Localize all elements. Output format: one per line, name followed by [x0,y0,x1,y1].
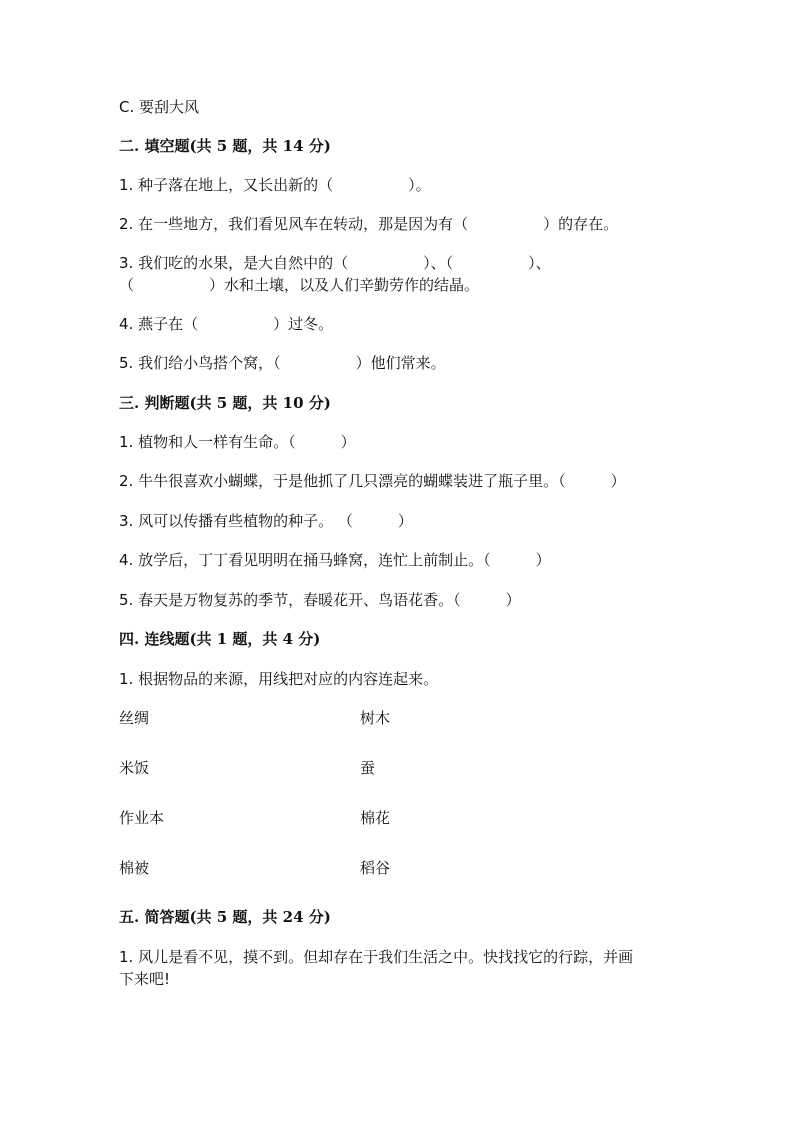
judgment-question-2: 2. 牛牛很喜欢小蝴蝶，于是他抓了几只漂亮的蝴蝶装进了瓶子里。（ ） [119,472,626,490]
judgment-question-1: 1. 植物和人一样有生命。（ ） [119,433,356,451]
fill-in-question-1: 1. 种子落在地上，又长出新的（ ）。 [119,176,431,194]
fill-in-question-4: 4. 燕子在（ ）过冬。 [119,315,334,333]
matching-right-item: 蚕 [360,759,376,777]
section-judgment-title: 三. 判断题(共 5 题，共 10 分) [119,394,331,412]
fill-in-question-3-line-1: 3. 我们吃的水果，是大自然中的（ ）、（ ）、 [119,254,551,272]
matching-right-item: 棉花 [360,809,391,827]
matching-right-item: 稻谷 [360,859,391,877]
fill-in-question-2: 2. 在一些地方，我们看见风车在转动，那是因为有（ ）的存在。 [119,215,619,233]
matching-left-item: 米饭 [119,759,150,777]
section-short-answer-title: 五. 简答题(共 5 题，共 24 分) [119,908,331,926]
section-matching-title: 四. 连线题(共 1 题，共 4 分) [119,630,321,648]
matching-right-item: 树木 [360,709,391,727]
matching-left-item: 棉被 [119,859,150,877]
matching-left-item: 丝绸 [119,709,150,727]
judgment-question-4: 4. 放学后，丁丁看见明明在捅马蜂窝，连忙上前制止。（ ） [119,551,551,569]
matching-question-1: 1. 根据物品的来源，用线把对应的内容连起来。 [119,670,439,688]
short-answer-question-1-line-2: 下来吧! [119,970,171,988]
fill-in-question-3-line-2: （ ）水和土壤，以及人们辛勤劳作的结晶。 [119,276,480,294]
short-answer-question-1-line-1: 1. 风儿是看不见，摸不到。但却存在于我们生活之中。快找找它的行踪，并画 [119,948,634,966]
judgment-question-3: 3. 风可以传播有些植物的种子。 （ ） [119,512,413,530]
judgment-question-5: 5. 春天是万物复苏的季节，春暖花开、鸟语花香。（ ） [119,591,521,609]
section-fill-in-title: 二. 填空题(共 5 题，共 14 分) [119,137,331,155]
option-c: C. 要刮大风 [119,98,200,116]
matching-left-item: 作业本 [119,809,165,827]
fill-in-question-5: 5. 我们给小鸟搭个窝，（ ）他们常来。 [119,354,446,372]
